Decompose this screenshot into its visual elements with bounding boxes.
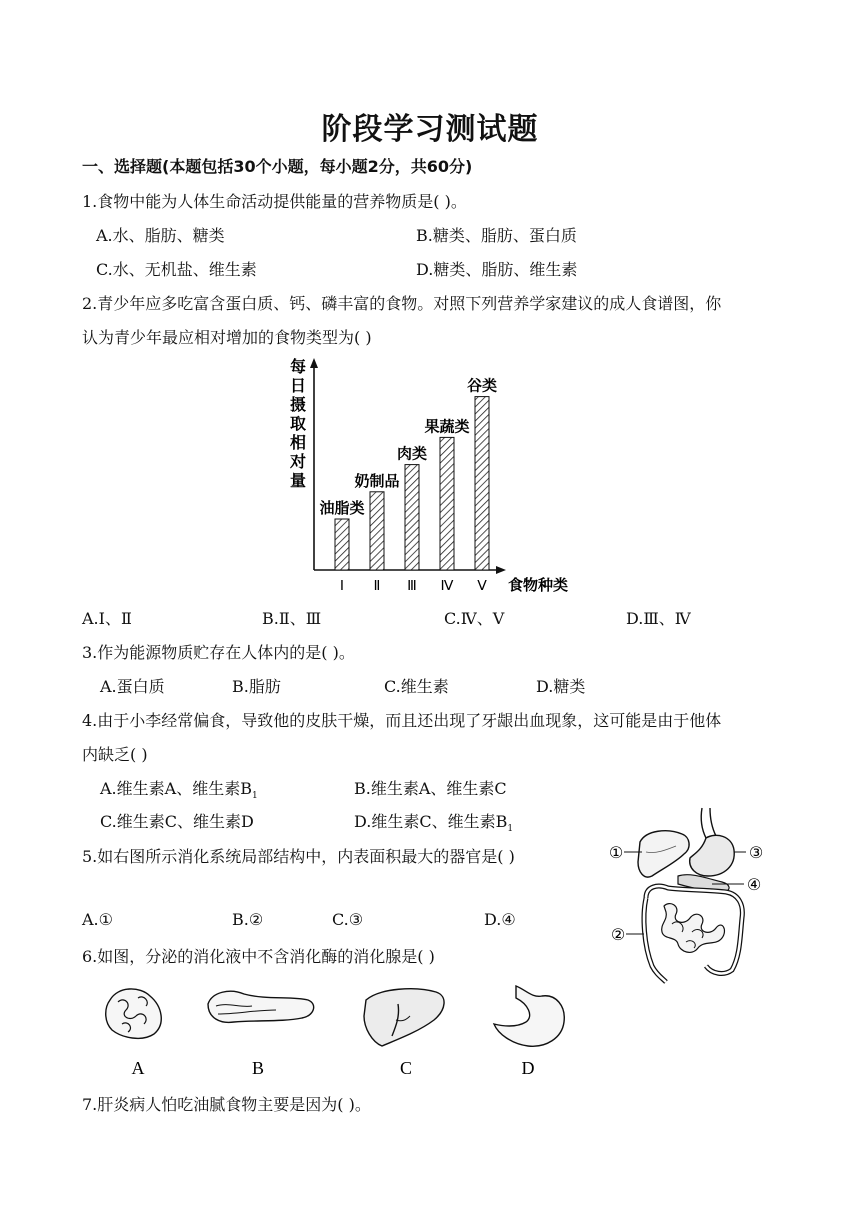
stomach-icon xyxy=(494,986,564,1046)
section-heading: 一、选择题(本题包括30个小题，每小题2分，共60分) xyxy=(82,157,473,176)
bar-label-1: 油脂类 xyxy=(319,499,365,517)
question-2-option-d: D.Ⅲ、Ⅳ xyxy=(626,609,691,628)
figure-label-4: ④ xyxy=(746,875,762,894)
bar-4 xyxy=(440,437,454,570)
food-intake-bar-chart xyxy=(282,352,582,598)
chart-y-axis-label: 每日摄取相对量 xyxy=(289,357,307,490)
question-1-option-c: C.水、无机盐、维生素 xyxy=(96,260,257,279)
question-1-stem: 1.食物中能为人体生命活动提供能量的营养物质是( )。 xyxy=(82,192,467,211)
question-2-stem-line-1: 2.青少年应多吃富含蛋白质、钙、磷丰富的食物。对照下列营养学家建议的成人食谱图，你 xyxy=(82,294,722,313)
bar-2 xyxy=(370,492,384,570)
digestive-glands-figure xyxy=(96,976,576,1084)
question-3-option-c: C.维生素 xyxy=(384,677,449,696)
bar-label-5: 谷类 xyxy=(466,376,498,395)
page-title: 阶段学习测试题 xyxy=(321,112,539,147)
question-3-option-d: D.糖类 xyxy=(536,677,586,696)
question-7-stem: 7.肝炎病人怕吃油腻食物主要是因为( )。 xyxy=(82,1095,371,1114)
y-axis-arrow xyxy=(310,358,318,368)
gland-label-b: B xyxy=(251,1058,265,1078)
question-5-option-b: B.② xyxy=(232,910,264,929)
question-4-stem-line-1: 4.由于小李经常偏食，导致他的皮肤干燥，而且还出现了牙龈出血现象，这可能是由于他体 xyxy=(82,711,722,730)
x-tick-label-5: Ⅴ xyxy=(477,579,487,594)
question-1-option-d: D.糖类、脂肪、维生素 xyxy=(416,260,578,279)
question-1-option-a: A.水、脂肪、糖类 xyxy=(96,226,225,245)
chart-x-axis-label: 食物种类 xyxy=(507,576,569,594)
intestine-icon xyxy=(644,886,742,982)
intestine-icon xyxy=(106,989,162,1038)
question-5-stem: 5.如右图所示消化系统局部结构中，内表面积最大的器官是( ) xyxy=(82,847,515,866)
esophagus-icon xyxy=(701,808,716,838)
question-6-stem: 6.如图，分泌的消化液中不含消化酶的消化腺是( ) xyxy=(82,947,435,966)
question-2-option-b: B.Ⅱ、Ⅲ xyxy=(262,609,322,628)
stomach-icon xyxy=(690,835,735,876)
question-4-option-a: A.维生素A、维生素$B_1$ xyxy=(100,779,258,802)
question-4-option-c: C.维生素C、维生素D xyxy=(100,812,254,831)
liver-icon xyxy=(364,989,444,1046)
gland-label-c: C xyxy=(399,1058,413,1078)
bar-label-4: 果蔬类 xyxy=(424,417,470,436)
question-5-option-a: A.① xyxy=(82,910,113,929)
x-axis-arrow xyxy=(496,566,506,574)
pancreas-icon xyxy=(208,991,314,1022)
question-4-stem-line-2: 内缺乏( ) xyxy=(82,745,148,764)
digestive-system-figure xyxy=(606,806,772,986)
x-tick-label-2: Ⅱ xyxy=(373,579,381,594)
figure-label-2: ② xyxy=(610,925,626,944)
bar-label-3: 肉类 xyxy=(396,444,428,463)
bar-label-2: 奶制品 xyxy=(354,471,400,490)
x-tick-label-1: Ⅰ xyxy=(339,579,345,594)
bar-5 xyxy=(475,397,489,570)
question-2-stem-line-2: 认为青少年最应相对增加的食物类型为( ) xyxy=(82,328,372,347)
gland-label-a: A xyxy=(131,1058,145,1078)
x-tick-label-3: Ⅲ xyxy=(407,579,417,594)
bar-1 xyxy=(335,519,349,570)
x-tick-label-4: Ⅳ xyxy=(440,579,454,594)
question-5-option-c: C.③ xyxy=(332,910,364,929)
liver-icon xyxy=(638,831,689,877)
question-2-option-a: A.Ⅰ、Ⅱ xyxy=(82,609,132,628)
gland-label-d: D xyxy=(521,1058,535,1078)
question-4-option-b: B.维生素A、维生素C xyxy=(354,779,507,798)
question-3-stem: 3.作为能源物质贮存在人体内的是( )。 xyxy=(82,643,355,662)
figure-label-1: ① xyxy=(608,843,624,862)
figure-label-3: ③ xyxy=(748,843,764,862)
question-3-option-b: B.脂肪 xyxy=(232,677,281,696)
question-2-option-c: C.Ⅳ、Ⅴ xyxy=(444,609,505,628)
question-3-option-a: A.蛋白质 xyxy=(100,677,165,696)
question-4-option-d: D.维生素C、维生素$B_1$ xyxy=(354,812,514,835)
bar-3 xyxy=(405,465,419,570)
question-5-option-d: D.④ xyxy=(484,910,516,929)
question-1-option-b: B.糖类、脂肪、蛋白质 xyxy=(416,226,577,245)
